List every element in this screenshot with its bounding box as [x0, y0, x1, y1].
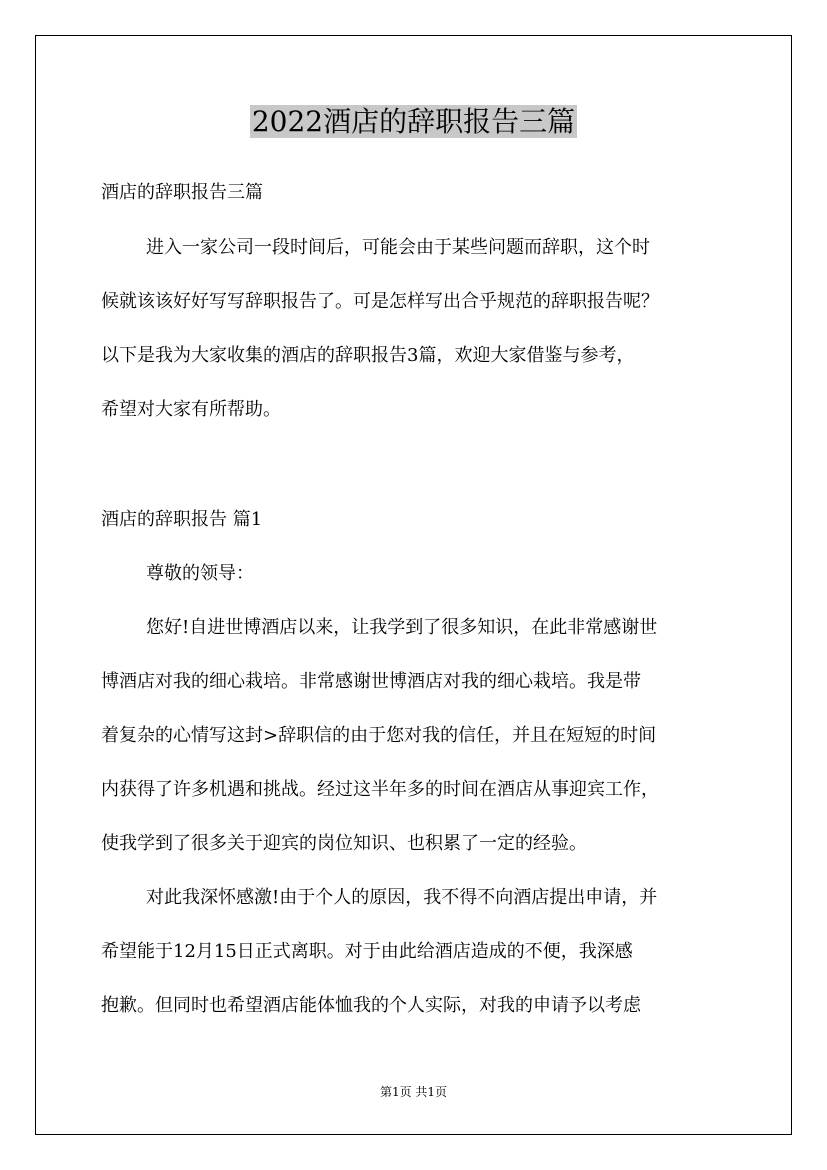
para1-line-5: 使我学到了很多关于迎宾的岗位知识、也积累了一定的经验。 [101, 833, 587, 854]
para1-line-2: 博酒店对我的细心栽培。非常感谢世博酒店对我的细心栽培。我是带 [101, 671, 641, 692]
document-title [0, 102, 827, 142]
para2-line-3: 抱歉。但同时也希望酒店能体恤我的个人实际，对我的申请予以考虑 [101, 995, 641, 1016]
para1-line-4: 内获得了许多机遇和挑战。经过这半年多的时间在酒店从事迎宾工作， [101, 779, 659, 800]
document-title-text: 2022酒店的辞职报告三篇 [251, 105, 576, 138]
para1-line-1: 您好!自进世博酒店以来，让我学到了很多知识，在此非常感谢世 [146, 617, 658, 638]
para2-line-1: 对此我深怀感激!由于个人的原因，我不得不向酒店提出申请，并 [146, 887, 658, 908]
section-heading: 酒店的辞职报告 篇1 [101, 509, 263, 530]
para1-line-3: 着复杂的心情写这封>辞职信的由于您对我的信任，并且在短短的时间 [101, 725, 657, 746]
intro-line-2: 候就该该好好写写辞职报告了。可是怎样写出合乎规范的辞职报告呢？ [101, 291, 659, 312]
para2-line-2: 希望能于12月15日正式离职。对于由此给酒店造成的不便，我深感 [101, 941, 633, 962]
intro-line-4: 希望对大家有所帮助。 [101, 399, 281, 420]
intro-line-1: 进入一家公司一段时间后，可能会由于某些问题而辞职，这个时 [146, 237, 650, 258]
document-subtitle: 酒店的辞职报告三篇 [101, 182, 263, 203]
intro-line-3: 以下是我为大家收集的酒店的辞职报告3篇，欢迎大家借鉴与参考， [101, 345, 635, 366]
page-footer: 第1页 共1页 [379, 1085, 448, 1099]
salutation: 尊敬的领导： [146, 563, 254, 584]
